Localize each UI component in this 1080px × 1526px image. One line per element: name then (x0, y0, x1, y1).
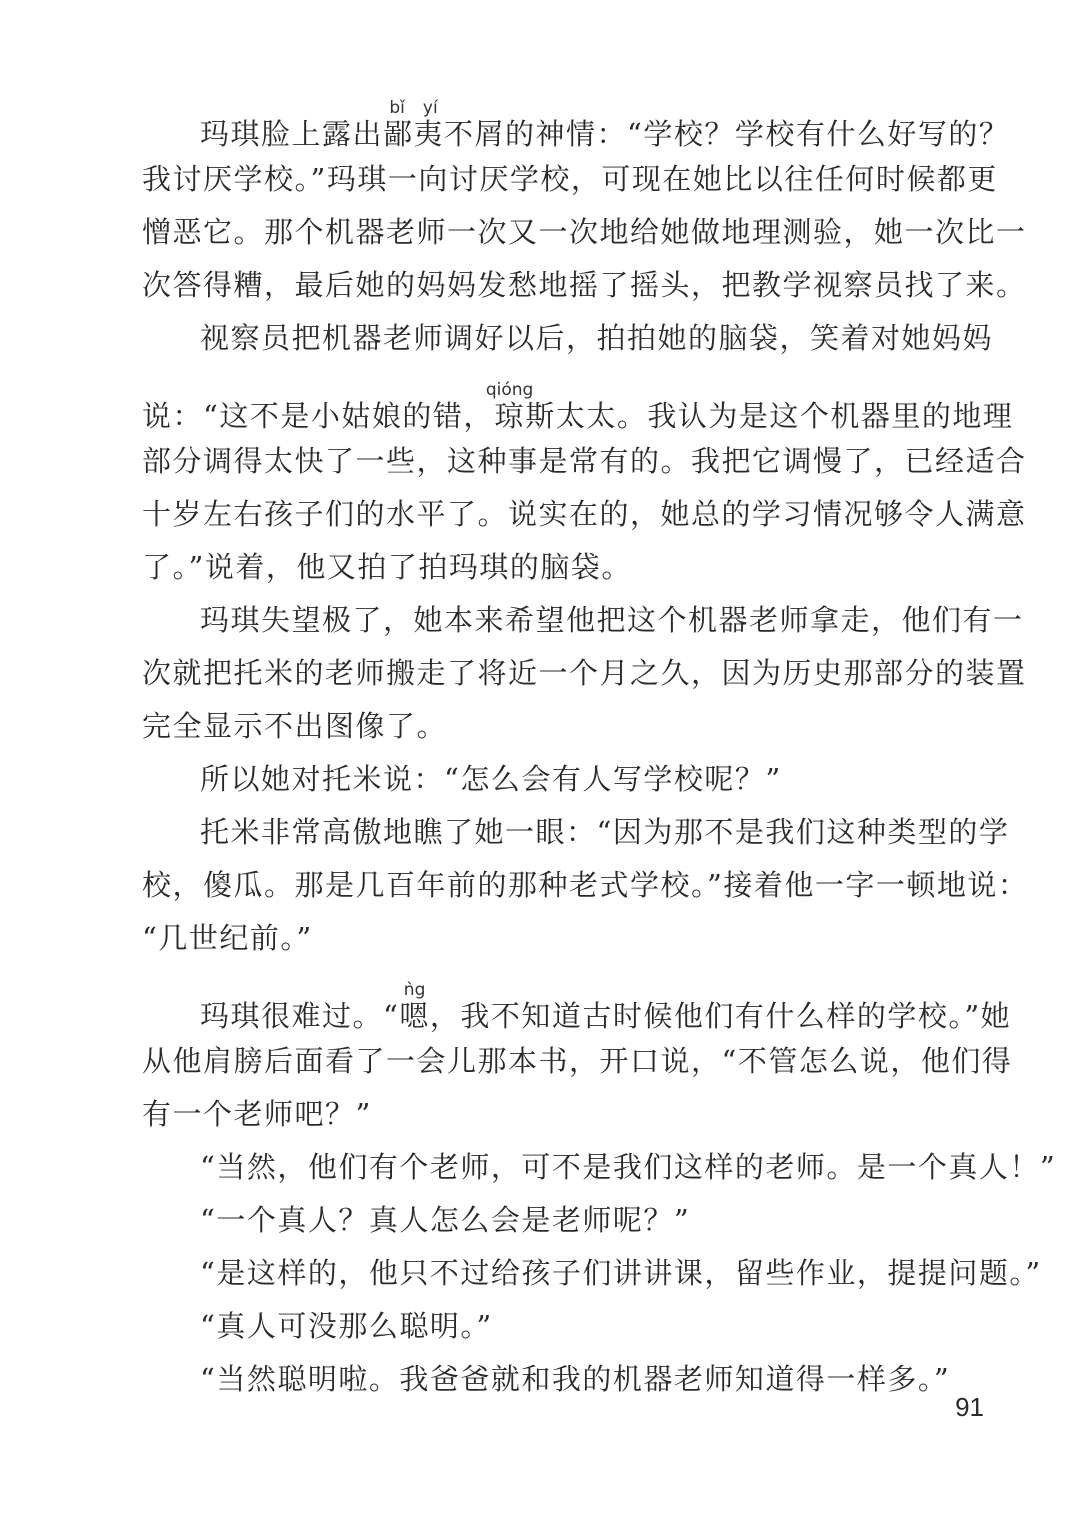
paragraph-line (142, 980, 1012, 1035)
pinyin-annotation: bǐ yí (383, 98, 445, 118)
ruby-base: 琼 (485, 399, 534, 433)
paragraph-line: 托米非常高傲地瞧了她一眼：“因为那不是我们这种类型的学 (200, 815, 1010, 849)
dialogue-line: “真人可没那么聪明。” (200, 1309, 493, 1343)
ruby-base: 嗯 (399, 999, 430, 1033)
paragraph-line: 从他肩膀后面看了一会儿那本书，开口说，“不管怎么说，他们得 (142, 1044, 1013, 1078)
pinyin-annotation: qióng (485, 380, 534, 400)
text-segment: 说：“这不是小姑娘的错， (142, 399, 494, 433)
paragraph-line: 次就把托米的老师搬走了将近一个月之久，因为历史那部分的装置 (142, 656, 1027, 690)
paragraph-line: 憎恶它。那个机器老师一次又一次地给她做地理测验，她一次比一 (142, 215, 1027, 249)
ruby-annotated-word (485, 380, 534, 433)
paragraph-line: 我讨厌学校。”玛琪一向讨厌学校，可现在她比以往任何时候都更 (142, 162, 998, 196)
ruby-annotated-word (383, 98, 445, 151)
ruby-base: 鄙夷 (383, 117, 445, 151)
text-segment: 不屑的神情：“学校？学校有什么好写的？ (444, 117, 1010, 151)
text-segment: 玛琪很难过。“ (200, 999, 400, 1033)
dialogue-line: “当然聪明啦。我爸爸就和我的机器老师知道得一样多。” (200, 1362, 951, 1396)
ruby-annotated-word (399, 980, 430, 1033)
paragraph-line: 了。”说着，他又拍了拍玛琪的脑袋。 (142, 550, 632, 584)
paragraph-line: 十岁左右孩子们的水平了。说实在的，她总的学习情况够令人满意 (142, 497, 1027, 531)
paragraph-line: 部分调得太快了一些，这种事是常有的。我把它调慢了，已经适合 (142, 444, 1027, 478)
paragraph-line: 次答得糟，最后她的妈妈发愁地摇了摇头，把教学视察员找了来。 (142, 268, 1027, 302)
paragraph-line: 玛琪失望极了，她本来希望他把这个机器老师拿走，他们有一 (200, 603, 1024, 637)
pinyin-annotation: ǹg (399, 980, 430, 1000)
paragraph-line: 完全显示不出图像了。 (142, 709, 448, 743)
text-segment: 斯太太。我认为是这个机器里的地理 (525, 399, 1014, 433)
dialogue-line: “是这样的，他只不过给孩子们讲讲课，留些作业，提提问题。” (200, 1256, 1042, 1290)
paragraph-line: 视察员把机器老师调好以后，拍拍她的脑袋，笑着对她妈妈 (200, 321, 994, 355)
text-segment: 玛琪脸上露出 (200, 117, 384, 151)
paragraph-line (142, 380, 1014, 435)
paragraph-line (142, 98, 1010, 153)
paragraph-line: 有一个老师吧？” (142, 1097, 372, 1131)
dialogue-line: “当然，他们有个老师，可不是我们这样的老师。是一个真人！” (200, 1150, 1057, 1184)
paragraph-line: “几世纪前。” (142, 921, 313, 955)
body-text (142, 98, 1057, 1406)
paragraph-line: 所以她对托米说：“怎么会有人写学校呢？” (200, 762, 782, 796)
dialogue-line: “一个真人？真人怎么会是老师呢？” (200, 1203, 691, 1237)
paragraph-line: 校，傻瓜。那是几百年前的那种老式学校。”接着他一字一顿地说： (142, 868, 1029, 902)
page-number: 91 (955, 1392, 984, 1422)
text-segment: ，我不知道古时候他们有什么样的学校。”她 (429, 999, 1012, 1033)
